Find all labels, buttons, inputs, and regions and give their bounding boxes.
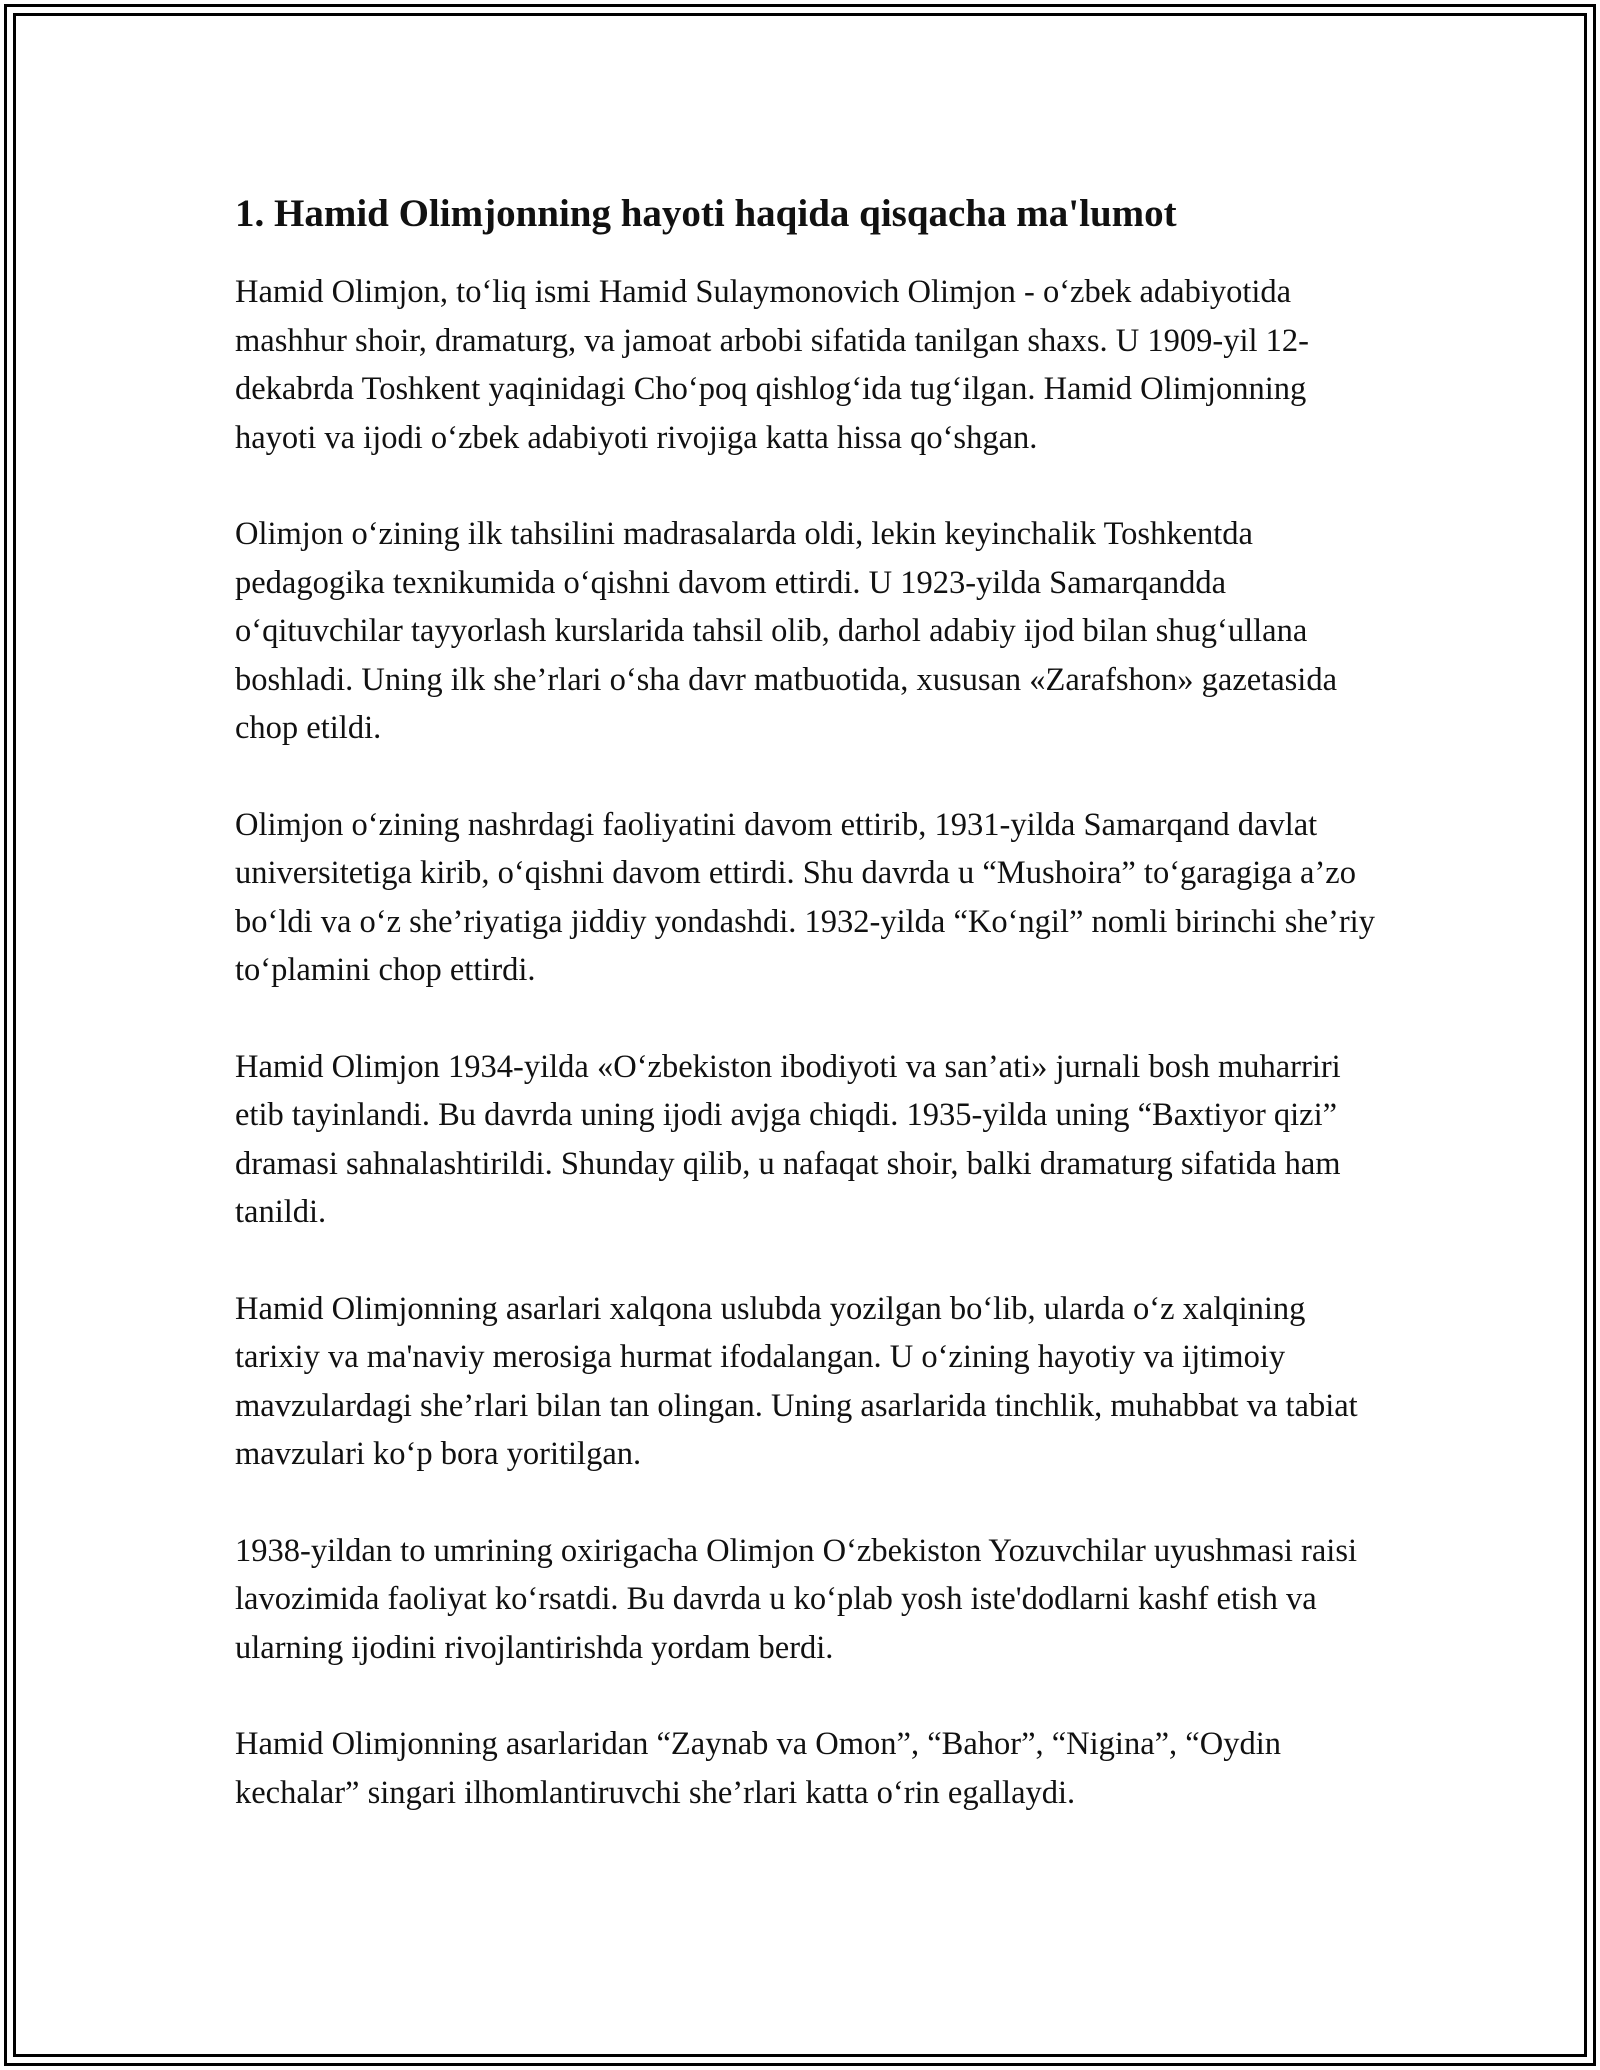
paragraph-3: Olimjon o‘zining nashrdagi faoliyatini davom ettirib, 1931-yilda Samarqand davlat universitetiga kirib, o‘qishni davom ettirdi. Shu davrda u “Mushoira” to‘garagiga a’zo bo‘ldi va o‘z she’riyatiga jiddiy yondashdi. 1932-yilda “Ko‘ngil” nomli birinchi she’riy to‘plamini chop ettirdi. bbox=[235, 806, 1375, 988]
document-body bbox=[235, 186, 1375, 1865]
paragraph-5: Hamid Olimjonning asarlari xalqona uslubda yozilgan bo‘lib, ularda o‘z xalqining tarixiy va ma'naviy merosiga hurmat ifodalangan. U o‘zining hayotiy va ijtimoiy mavzulardagi she’rlari bilan tan olingan. Uning asarlarida tinchlik, muhabbat va tabiat mavzulari ko‘p bora yoritilgan. bbox=[235, 1290, 1358, 1472]
paragraph-4: Hamid Olimjon 1934-yilda «O‘zbekiston ibodiyoti va san’ati» jurnali bosh muharriri etib tayinlandi. Bu davrda uning ijodi avjga chiqdi. 1935-yilda uning “Baxtiyor qizi” dramasi sahnalashtirildi. Shunday qilib, u nafaqat shoir, balki dramaturg sifatida ham tanildi. bbox=[235, 1048, 1341, 1230]
paragraph-2: Olimjon o‘zining ilk tahsilini madrasalarda oldi, lekin keyinchalik Toshkentda pedagogika texnikumida o‘qishni davom ettirdi. U 1923-yilda Samarqandda o‘qituvchilar tayyorlash kurslarida tahsil olib, darhol adabiy ijod bilan shug‘ullana boshladi. Uning ilk she’rlari o‘sha davr matbuotida, xususan «Zarafshon» gazetasida chop etildi. bbox=[235, 516, 1338, 746]
section-heading: 1. Hamid Olimjonning hayoti haqida qisqacha ma'lumot bbox=[235, 192, 1177, 235]
paragraph-7: Hamid Olimjonning asarlaridan “Zaynab va Omon”, “Bahor”, “Nigina”, “Oydin kechalar” singari ilhomlantiruvchi she’rlari katta o‘rin egallaydi. bbox=[235, 1726, 1281, 1811]
paragraph-1: Hamid Olimjon, to‘liq ismi Hamid Sulaymonovich Olimjon - o‘zbek adabiyotida mashhur shoir, dramaturg, va jamoat arbobi sifatida tanilgan shaxs. U 1909-yil 12-dekabrda Toshkent yaqinidagi Cho‘poq qishlog‘ida tug‘ilgan. Hamid Olimjonning hayoti va ijodi o‘zbek adabiyoti rivojiga katta hissa qo‘shgan. bbox=[235, 274, 1309, 456]
paragraph-6: 1938-yildan to umrining oxirigacha Olimjon O‘zbekiston Yozuvchilar uyushmasi raisi lavozimida faoliyat ko‘rsatdi. Bu davrda u ko‘plab yosh iste'dodlarni kashf etish va ularning ijodini rivojlantirishda yordam berdi. bbox=[235, 1532, 1357, 1666]
